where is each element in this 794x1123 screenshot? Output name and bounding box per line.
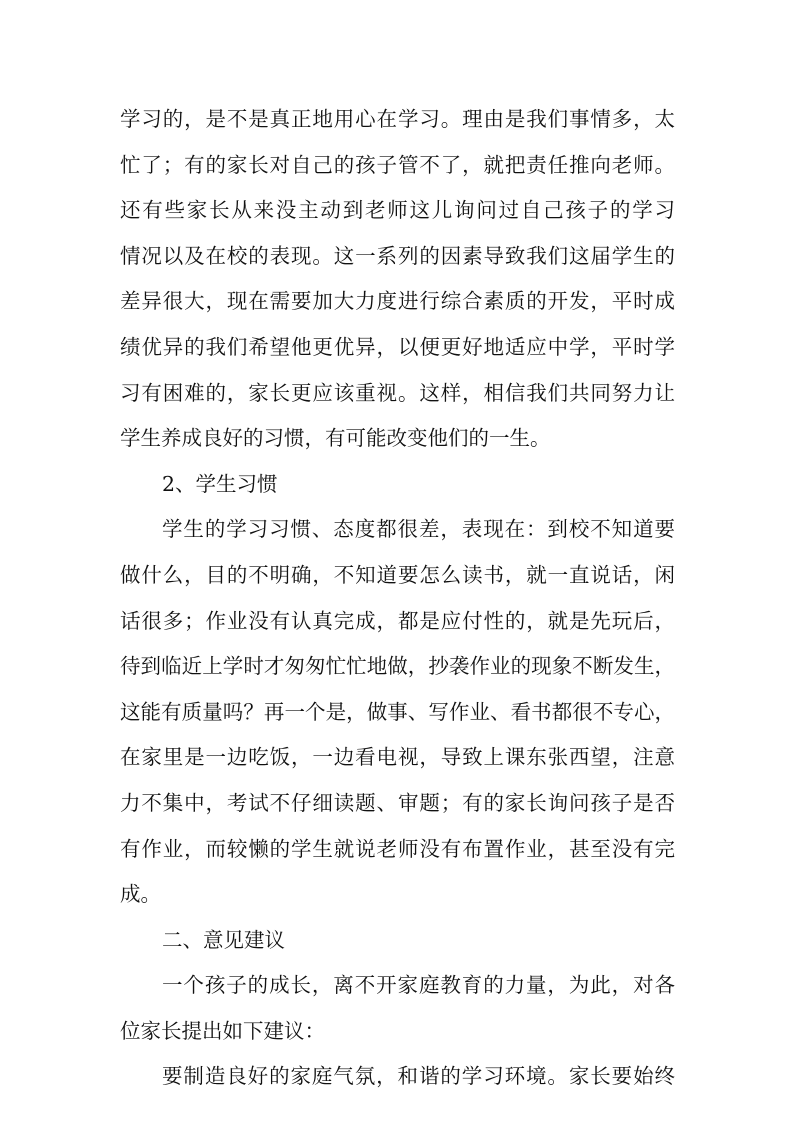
- paragraph-line: 在家里是一边吃饭，一边看电视，导致上课东张西望，注意: [120, 745, 675, 770]
- section-heading: 二、意见建议: [162, 927, 285, 952]
- paragraph-line: 有作业，而较懒的学生就说老师没有布置作业，甚至没有完: [120, 836, 675, 861]
- paragraph-line: 这能有质量吗？再一个是，做事、写作业、看书都很不专心，: [120, 699, 675, 724]
- section-heading: 2、学生习惯: [162, 471, 278, 496]
- paragraph-line: 成。: [120, 882, 161, 907]
- document-body: [120, 97, 675, 1100]
- paragraph-line: 学生养成良好的习惯，有可能改变他们的一生。: [120, 426, 551, 451]
- paragraph-line: 忙了；有的家长对自己的孩子管不了，就把责任推向老师。: [120, 152, 675, 177]
- paragraph-line: 还有些家长从来没主动到老师这儿询问过自己孩子的学习: [120, 198, 675, 223]
- paragraph-line: 位家长提出如下建议：: [120, 1018, 325, 1043]
- paragraph-line: 差异很大，现在需要加大力度进行综合素质的开发，平时成: [120, 289, 675, 314]
- paragraph-line: 学生的学习习惯、态度都很差，表现在：到校不知道要: [162, 517, 675, 542]
- paragraph-line: 待到临近上学时才匆匆忙忙地做，抄袭作业的现象不断发生，: [120, 654, 675, 679]
- paragraph-line: 情况以及在校的表现。这一系列的因素导致我们这届学生的: [120, 243, 675, 268]
- paragraph-line: 一个孩子的成长，离不开家庭教育的力量，为此，对各: [162, 973, 675, 998]
- paragraph-line: 绩优异的我们希望他更优异，以便更好地适应中学，平时学: [120, 334, 675, 359]
- paragraph-line: 话很多；作业没有认真完成，都是应付性的，就是先玩后，: [120, 608, 675, 633]
- paragraph-line: 学习的，是不是真正地用心在学习。理由是我们事情多，太: [120, 107, 675, 131]
- paragraph-line: 要制造良好的家庭气氛，和谐的学习环境。家长要始终: [162, 1064, 675, 1089]
- paragraph-line: 力不集中，考试不仔细读题、审题；有的家长询问孩子是否: [120, 790, 675, 815]
- paragraph-line: 做什么，目的不明确，不知道要怎么读书，就一直说话，闲: [120, 562, 675, 587]
- paragraph-line: 习有困难的，家长更应该重视。这样，相信我们共同努力让: [120, 380, 675, 405]
